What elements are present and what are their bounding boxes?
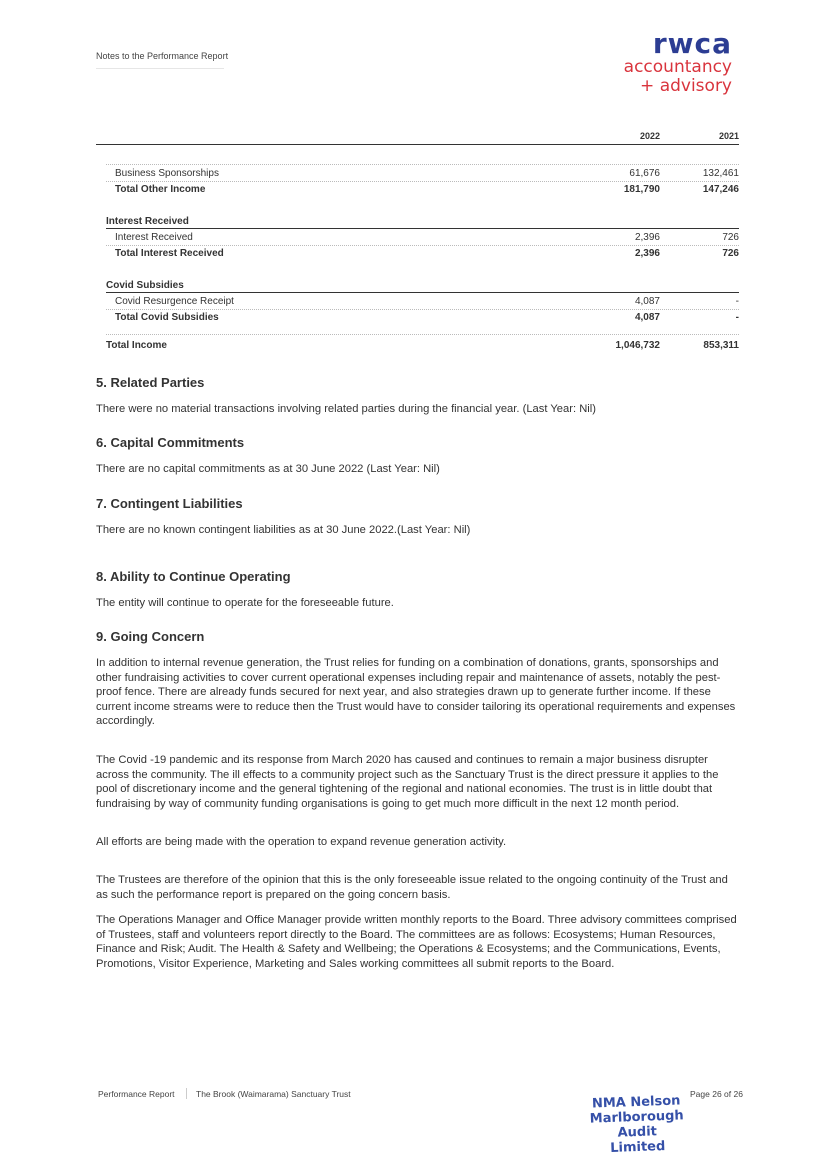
row-value-2021: 132,461 — [702, 168, 739, 179]
row-separator — [106, 334, 739, 335]
table-row-total-income — [96, 340, 739, 354]
row-value-2021: 853,311 — [703, 340, 739, 351]
row-value-2022: 2,396 — [634, 248, 660, 259]
stamp-line-3: Limited — [609, 1139, 666, 1156]
row-value-2022: 1,046,732 — [615, 340, 660, 351]
group-heading: Covid Subsidies — [106, 280, 184, 291]
text-capital-commitments: There are no capital commitments as at 30 June 2022 (Last Year: Nil) — [96, 463, 440, 475]
row-label: Total Income — [106, 340, 167, 351]
row-value-2022: 61,676 — [629, 168, 660, 179]
row-separator — [106, 245, 739, 246]
row-value-2021: 726 — [722, 248, 739, 259]
row-label: Total Covid Subsidies — [115, 312, 219, 323]
going-concern-paragraph-4: The Trustees are therefore of the opinion that this is the only foreseeable issue related to the ongoing continuity of the Trust and as such the performance report is prepared on the going concern basis. — [96, 874, 728, 901]
report-section-title: Notes to the Performance Report — [96, 51, 229, 61]
row-value-2022: 2,396 — [634, 232, 660, 243]
row-value-2021: 726 — [722, 232, 739, 243]
heading-related-parties: 5. Related Parties — [96, 375, 205, 390]
footer-divider — [186, 1088, 187, 1099]
group-heading: Interest Received — [106, 216, 189, 227]
row-separator — [106, 181, 739, 182]
year-current-header: 2022 — [639, 131, 660, 141]
logo-advisory: + advisory — [640, 76, 732, 96]
heading-contingent-liabilities: 7. Contingent Liabilities — [96, 496, 243, 511]
going-concern-paragraph-2: The Covid -19 pandemic and its response from March 2020 has caused and continues to remain a major business disrupter across the community. The ill effects to a community project such as the Sanctuary Trust is the direct pressure it applies to the pool of discretionary income and the general tightening of the regional and national economies. The trust is in little doubt that fundraising by way of community funding organisations is going to get much more difficult in the next 12 month period. — [96, 754, 719, 810]
going-concern-paragraph-3: All efforts are being made with the operation to expand revenue generation activity. — [96, 836, 507, 848]
group-rule — [106, 292, 739, 293]
row-value-2021: - — [735, 312, 739, 323]
company-logo — [623, 27, 732, 96]
group-rule — [106, 228, 739, 229]
going-concern-paragraph-5: The Operations Manager and Office Manager provide written monthly reports to the Board. Three advisory committees comprised of Trustees, staff and volunteers report directly to the Board. The committees are as follows: Ecosystems; Human Resources, Finance and Risk; Audit. The Health & Safety and Wellbeing; the Operations & Ecosystems; and the Communications, Events, Promotions, Visitor Experience, Marketing and Sales working committees all submit reports to the Board. — [96, 914, 737, 970]
heading-going-concern: 9. Going Concern — [96, 629, 205, 644]
heading-ability-to-continue: 8. Ability to Continue Operating — [96, 569, 291, 584]
row-value-2021: - — [735, 296, 739, 307]
logo-rwca: rwca — [652, 27, 732, 60]
table-row-total-other-income — [96, 184, 739, 198]
row-label: Covid Resurgence Receipt — [115, 296, 234, 307]
table-row-business-sponsorships — [96, 168, 739, 182]
row-value-2022: 181,790 — [623, 184, 660, 195]
footer-page-number: Page 26 of 26 — [690, 1089, 743, 1099]
footer-trust-name: The Brook (Waimarama) Sanctuary Trust — [196, 1089, 351, 1099]
row-label: Total Other Income — [115, 184, 206, 195]
stamp-line-2: Marlborough Audit — [589, 1108, 684, 1141]
heading-capital-commitments: 6. Capital Commitments — [96, 435, 245, 450]
row-label: Business Sponsorships — [115, 168, 219, 179]
text-ability-to-continue: The entity will continue to operate for the foreseeable future. — [96, 597, 394, 609]
text-related-parties: There were no material transactions involving related parties during the financial year. (Last Year: Nil) — [96, 403, 596, 415]
row-value-2022: 4,087 — [634, 296, 660, 307]
row-value-2021: 147,246 — [702, 184, 739, 195]
table-header-rule — [96, 144, 739, 145]
audit-stamp — [573, 1093, 701, 1157]
row-separator — [106, 164, 739, 165]
row-separator — [106, 309, 739, 310]
year-prior-header: 2021 — [718, 131, 739, 141]
going-concern-paragraph-1: In addition to internal revenue generation, the Trust relies for funding on a combination of donations, grants, sponsorships and other fundraising activities to cover current operational expenses including repair and maintenance of assets, notably the pest-proof fence. There are already funds secured for next year, and also strategies drawn up to generate further income. If these current income streams were to reduce then the Trust would have to consider tailoring its operational requirements and expenses accordingly. — [96, 657, 736, 728]
header-underline — [96, 68, 224, 69]
row-label: Interest Received — [115, 232, 193, 243]
footer-report-name: Performance Report — [98, 1089, 175, 1099]
row-label: Total Interest Received — [115, 248, 224, 259]
row-value-2022: 4,087 — [634, 312, 660, 323]
table-row-covid-resurgence-receipt — [96, 296, 739, 310]
stamp-line-1: NMA Nelson — [591, 1093, 681, 1112]
table-row-total-covid-subsidies — [96, 312, 739, 326]
table-row-total-interest-received — [96, 248, 739, 262]
text-contingent-liabilities: There are no known contingent liabilities as at 30 June 2022.(Last Year: Nil) — [96, 524, 471, 536]
table-row-interest-received — [96, 232, 739, 246]
logo-accountancy: accountancy — [623, 57, 732, 77]
